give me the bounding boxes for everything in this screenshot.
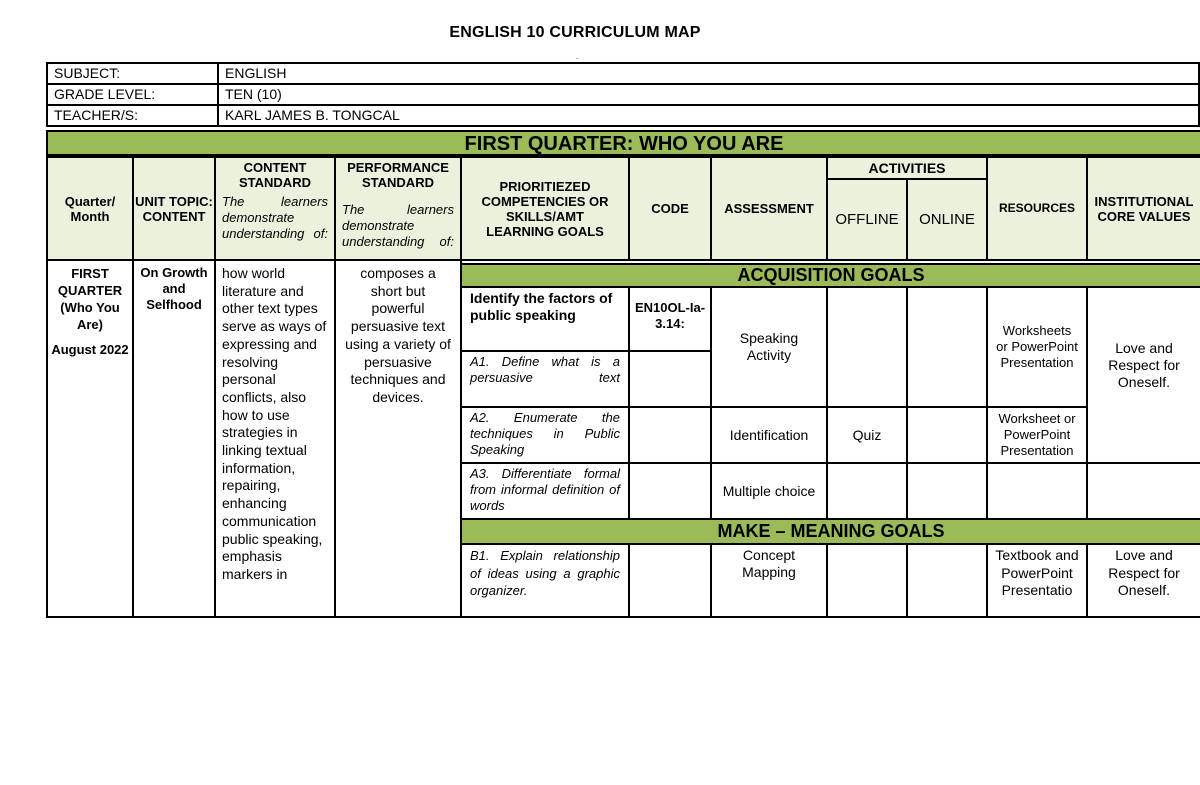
b1-offline-cell [826, 543, 908, 618]
a3-res-cell [986, 462, 1088, 520]
b1-values-text: Love and Respect for Oneself. [1108, 547, 1180, 598]
a3-assessment-cell [710, 462, 828, 520]
values1-cell [1086, 286, 1200, 464]
res1-text: Worksheets or PowerPoint Presentation [996, 323, 1078, 370]
teacher-value: KARL JAMES B. TONGCAL [218, 105, 1199, 126]
a2-offline-text: Quiz [852, 427, 882, 443]
a3-offline-cell [826, 462, 908, 520]
header-unit-topic [132, 156, 216, 261]
header-code-text: CODE [651, 201, 689, 216]
b1-values-cell [1086, 543, 1200, 618]
a2-res-text: Worksheet or PowerPoint Presentation [998, 411, 1076, 458]
header-quarter-month [46, 156, 134, 261]
a3-values-cell [1086, 462, 1200, 520]
header-performance-standard [334, 156, 462, 261]
teacher-label: TEACHER/S: [47, 105, 218, 126]
grade-value: TEN (10) [218, 84, 1199, 105]
header-core-values [1086, 156, 1200, 261]
goal-main-code-cell [628, 286, 712, 352]
content-standard-text: how world literature and other text types serve as ways of expressing and resolving personal conflicts, also how to use strategies in linking textual information, repairing, enhancing communication public speaking, emphasis markers in [222, 265, 327, 582]
header-performance-standard-sub: The learners demonstrate understanding of: [342, 202, 454, 249]
header-competencies [460, 156, 630, 261]
document-title: ENGLISH 10 CURRICULUM MAP [449, 24, 701, 41]
grade-label: GRADE LEVEL: [47, 84, 218, 105]
header-online [906, 178, 988, 261]
goal-main-cell [460, 286, 630, 352]
a1-code-cell [628, 350, 712, 408]
info-row-subject [47, 63, 1199, 84]
header-code [628, 156, 712, 261]
header-resources-text: RESOURCES [998, 201, 1075, 215]
performance-standard-cell [334, 259, 462, 618]
a2-cell [460, 406, 630, 464]
info-table [46, 62, 1200, 127]
subject-value: ENGLISH [218, 63, 1199, 84]
subject-label: SUBJECT: [47, 63, 218, 84]
header-resources [986, 156, 1088, 261]
a2-assessment-cell [710, 406, 828, 464]
res1-cell [986, 286, 1088, 408]
b1-cell [460, 543, 630, 618]
quarter-title-bar: FIRST QUARTER: WHO YOU ARE [46, 130, 1200, 156]
header-competencies-text: PRIORITIEZED COMPETENCIES OR SKILLS/AMT LEARNING GOALS [481, 178, 609, 239]
header-quarter-month-text: Quarter/ Month [64, 193, 116, 224]
header-activities-text: ACTIVITIES [868, 159, 946, 176]
goal-main-text: Identify the factors of public speaking [470, 290, 613, 323]
make-meaning-goals-band: MAKE – MEANING GOALS [460, 518, 1200, 545]
b1-res-cell [986, 543, 1088, 618]
a2-text: A2. Enumerate the techniques in Public Speaking [470, 410, 620, 457]
header-assessment [710, 156, 828, 261]
a3-cell [460, 462, 630, 520]
unit-topic-cell [132, 259, 216, 618]
stray-dot: . [576, 52, 579, 61]
header-content-standard-title: CONTENT STANDARD [239, 160, 311, 190]
quarter-cell [46, 259, 134, 618]
a3-text: A3. Differentiate formal from informal definition of words [470, 466, 620, 513]
a2-offline-cell [826, 406, 908, 464]
unit-topic-text: On Growth and Selfhood [140, 265, 208, 312]
acq-online-cell [906, 286, 988, 408]
b1-code-cell [628, 543, 712, 618]
a2-res-cell [986, 406, 1088, 464]
header-offline [826, 178, 908, 261]
info-row-grade [47, 84, 1199, 105]
speaking-activity-text: Speaking Activity [739, 330, 799, 363]
acq-offline-cell [826, 286, 908, 408]
a2-assessment-text: Identification [729, 427, 809, 443]
month-text: August 2022 [51, 342, 129, 357]
b1-res-text: Textbook and PowerPoint Presentatio [995, 547, 1079, 598]
header-assessment-text: ASSESSMENT [724, 201, 814, 216]
b1-text: B1. Explain relationship of ideas using a graphic organizer. [470, 548, 620, 598]
header-core-values-text: INSTITUTIONAL CORE VALUES [1094, 193, 1194, 224]
acquisition-goals-band: ACQUISITION GOALS [460, 263, 1200, 288]
performance-standard-text: composes a short but powerful persuasive text using a variety of persuasive techniques and devices. [345, 265, 451, 405]
content-standard-cell [214, 259, 336, 618]
a3-online-cell [906, 462, 988, 520]
info-row-teacher [47, 105, 1199, 126]
a3-assessment-text: Multiple choice [722, 483, 816, 499]
a3-code-cell [628, 462, 712, 520]
header-content-standard [214, 156, 336, 261]
b1-assessment-cell [710, 543, 828, 618]
a1-cell [460, 350, 630, 408]
header-offline-text: OFFLINE [835, 211, 899, 228]
goal-main-code-text: EN10OL-Ia-3.14: [634, 300, 706, 331]
b1-online-cell [906, 543, 988, 618]
header-performance-standard-title: PERFORMANCE STANDARD [347, 160, 449, 190]
header-unit-topic-text: UNIT TOPIC: CONTENT [135, 193, 213, 224]
b1-assessment-text: Concept Mapping [742, 547, 796, 580]
a1-text: A1. Define what is a persuasive text [470, 354, 620, 385]
values1-text: Love and Respect for Oneself. [1108, 340, 1180, 390]
quarter-text: FIRST QUARTER (Who You Are) [57, 266, 123, 332]
speaking-activity-cell [710, 286, 828, 408]
header-online-text: ONLINE [919, 211, 975, 228]
a2-online-cell [906, 406, 988, 464]
a2-code-cell [628, 406, 712, 464]
header-content-standard-sub: The learners demonstrate understanding of: [222, 194, 328, 241]
header-activities [826, 156, 988, 180]
